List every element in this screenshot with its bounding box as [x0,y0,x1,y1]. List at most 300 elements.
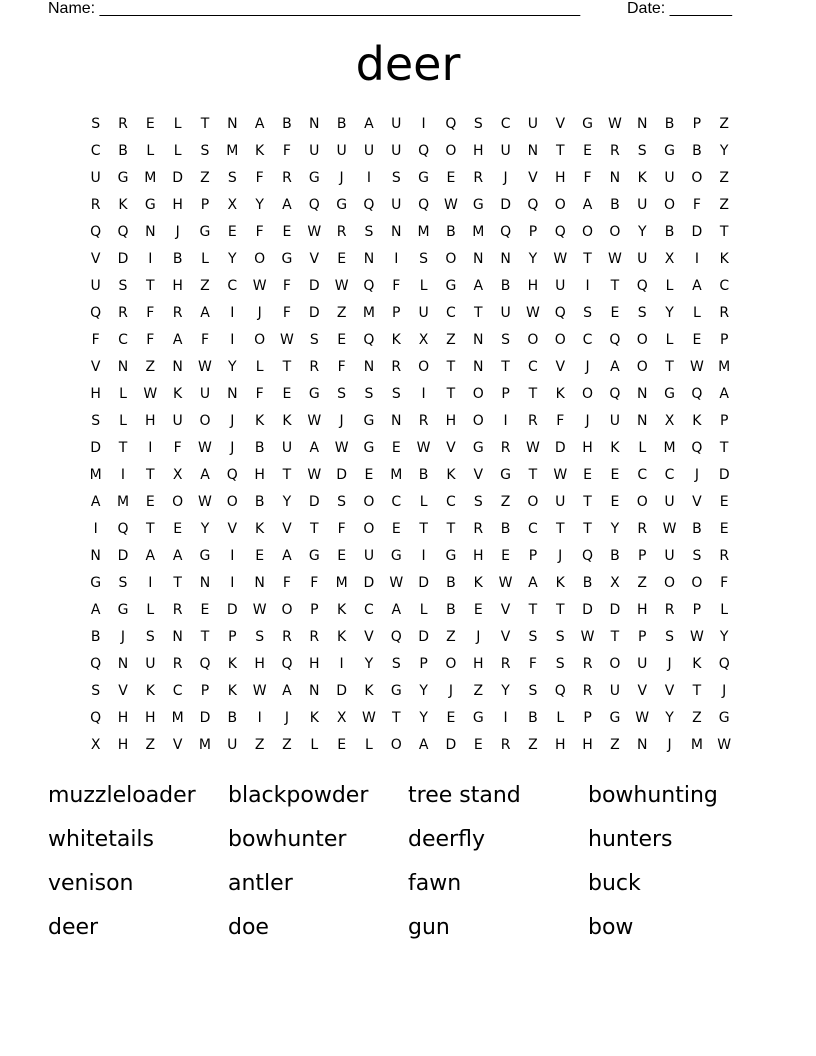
grid-letter: H [309,656,320,672]
grid-letter: P [200,197,210,213]
grid-letter: N [90,548,101,564]
grid-letter: P [200,683,210,699]
grid-letter: N [145,224,156,240]
grid-row [82,219,738,246]
grid-letter: C [118,332,128,348]
grid-letter: N [227,116,238,132]
grid-letter: B [90,629,101,645]
grid-letter: V [90,251,101,267]
grid-letter: J [667,737,672,753]
grid-letter: W [689,629,704,645]
grid-letter: S [91,116,101,132]
grid-letter: W [252,278,267,294]
word-bank-item: muzzleloader [48,783,196,808]
grid-letter: R [528,413,538,429]
grid-letter: H [472,656,484,672]
grid-letter: C [528,521,538,537]
grid-letter: C [719,278,730,294]
grid-letter: A [692,278,702,294]
grid-letter: B [610,548,620,564]
grid-letter: I [230,548,235,564]
grid-letter: P [692,602,702,618]
grid-letter: W [334,278,349,294]
grid-letter: W [635,710,650,726]
grid-letter: R [719,548,730,564]
grid-letter: N [500,251,511,267]
grid-row [82,597,738,624]
grid-letter: O [636,494,648,510]
grid-letter: L [638,440,647,456]
grid-letter: A [528,575,538,591]
grid-letter: G [144,197,156,213]
grid-letter: F [173,440,182,456]
grid-row [82,516,738,543]
grid-letter: D [90,440,102,456]
grid-letter: B [227,710,238,726]
grid-letter: T [583,251,592,267]
grid-letter: K [364,683,374,699]
grid-letter: A [172,332,183,348]
grid-letter: F [146,332,155,348]
grid-letter: A [418,737,429,753]
grid-letter: N [473,251,484,267]
grid-letter: B [282,116,292,132]
grid-letter: L [119,413,127,429]
grid-letter: R [473,521,484,537]
grid-letter: V [309,251,320,267]
grid-letter: O [554,197,566,213]
grid-letter: R [582,656,593,672]
grid-letter: Z [336,305,347,321]
word-bank-item: deerfly [408,827,485,852]
name-field-line: Name: ______________________________________________________ [48,0,581,17]
grid-letter: E [391,440,401,456]
grid-letter: H [145,413,156,429]
grid-letter: N [636,737,648,753]
word-bank-item: doe [228,915,269,940]
grid-letter: S [118,278,128,294]
grid-letter: E [282,224,292,240]
grid-row [82,543,738,570]
grid-letter: Z [500,494,511,510]
grid-letter: K [637,170,647,186]
grid-row [82,354,738,381]
grid-letter: T [473,305,483,321]
grid-letter: T [446,359,456,375]
grid-letter: D [308,494,320,510]
grid-letter: D [199,710,211,726]
grid-letter: E [719,494,729,510]
grid-letter: Q [554,305,566,321]
grid-letter: J [476,629,481,645]
grid-row [82,435,738,462]
grid-letter: G [308,548,320,564]
grid-letter: Y [665,305,674,321]
grid-letter: P [310,602,319,618]
grid-letter: W [389,575,404,591]
grid-letter: O [554,332,566,348]
grid-letter: Q [226,467,238,483]
grid-letter: K [555,575,565,591]
grid-letter: E [200,602,210,618]
grid-letter: K [173,386,183,402]
grid-letter: A [90,602,101,618]
grid-letter: F [556,413,565,429]
grid-letter: Q [582,548,594,564]
grid-letter: Q [363,332,375,348]
word-bank-item: venison [48,871,134,896]
grid-letter: I [585,278,590,294]
grid-letter: J [585,413,590,429]
word-bank-item: bowhunter [228,827,347,852]
grid-letter: W [662,521,677,537]
grid-letter: G [281,251,293,267]
grid-letter: R [473,170,484,186]
grid-letter: J [448,683,453,699]
grid-letter: X [336,710,347,726]
grid-letter: L [173,116,182,132]
grid-letter: Z [446,332,456,348]
grid-letter: D [718,467,730,483]
grid-letter: M [472,224,485,240]
grid-row [82,246,738,273]
grid-letter: B [664,224,675,240]
grid-letter: W [252,602,267,618]
grid-letter: G [199,548,211,564]
grid-letter: X [664,251,675,267]
grid-letter: W [553,251,568,267]
grid-letter: U [527,116,539,132]
grid-letter: J [694,467,699,483]
grid-letter: R [172,305,183,321]
grid-letter: Q [636,278,648,294]
grid-letter: J [722,683,727,699]
grid-letter: I [421,386,426,402]
grid-letter: X [418,332,429,348]
grid-letter: T [501,359,510,375]
grid-letter: G [363,440,375,456]
grid-letter: T [555,143,565,159]
grid-letter: T [146,521,155,537]
grid-letter: S [419,251,429,267]
grid-letter: D [691,224,703,240]
grid-letter: Q [418,143,430,159]
grid-letter: L [692,305,701,321]
date-field-line: Date: _______ [627,0,732,17]
grid-letter: F [528,656,537,672]
grid-letter: T [719,224,729,240]
grid-letter: A [473,278,484,294]
grid-letter: D [500,197,511,213]
grid-letter: H [145,710,156,726]
grid-letter: U [637,251,648,267]
grid-letter: Z [610,737,620,753]
grid-letter: P [501,386,510,402]
grid-letter: X [610,575,620,591]
grid-letter: C [500,116,511,132]
grid-letter: Q [90,710,102,726]
grid-letter: U [555,278,566,294]
grid-row [82,570,738,597]
grid-letter: U [418,305,429,321]
grid-letter: E [227,224,237,240]
word-bank-row [48,823,768,867]
grid-letter: U [309,143,320,159]
grid-letter: K [145,683,155,699]
grid-letter: L [173,143,182,159]
grid-letter: G [308,170,320,186]
grid-letter: U [227,737,238,753]
grid-letter: V [528,170,538,186]
grid-letter: T [282,359,292,375]
grid-letter: J [257,305,262,321]
grid-letter: U [199,386,211,402]
grid-letter: Z [528,737,538,753]
grid-letter: T [146,278,155,294]
grid-letter: P [719,413,729,429]
grid-letter: N [227,386,238,402]
grid-letter: E [337,737,347,753]
grid-letter: E [282,386,292,402]
grid-letter: S [391,170,401,186]
grid-letter: K [692,413,702,429]
grid-letter: U [500,143,511,159]
grid-letter: H [582,440,593,456]
grid-letter: E [501,548,511,564]
grid-letter: O [636,359,648,375]
grid-letter: S [364,224,374,240]
grid-letter: G [308,386,320,402]
grid-letter: Q [718,656,730,672]
grid-letter: A [364,116,374,132]
grid-letter: C [446,494,456,510]
word-bank-item: fawn [408,871,462,896]
grid-letter: O [472,386,484,402]
grid-letter: Y [665,710,674,726]
grid-letter: B [446,602,456,618]
grid-letter: L [720,602,729,618]
grid-letter: D [554,440,566,456]
grid-letter: P [528,548,538,564]
grid-letter: S [555,656,565,672]
grid-letter: I [148,440,153,456]
grid-letter: Q [117,224,129,240]
grid-letter: R [391,359,402,375]
grid-letter: N [172,629,183,645]
grid-letter: A [309,440,320,456]
grid-letter: C [364,602,374,618]
grid-letter: O [281,602,293,618]
grid-letter: S [665,629,674,645]
grid-letter: K [555,386,565,402]
grid-letter: Q [117,521,129,537]
grid-letter: G [390,683,402,699]
grid-letter: E [337,251,347,267]
grid-letter: D [582,602,593,618]
grid-letter: Q [90,305,102,321]
grid-letter: U [391,197,402,213]
grid-letter: U [391,143,402,159]
grid-letter: S [91,413,101,429]
grid-letter: D [117,251,129,267]
header [48,0,748,20]
grid-letter: P [419,656,428,672]
grid-letter: Q [308,197,320,213]
word-bank-row [48,779,768,823]
grid-letter: S [91,683,101,699]
grid-letter: Z [719,116,729,132]
grid-letter: C [391,494,402,510]
grid-letter: D [336,683,347,699]
grid-letter: C [227,278,238,294]
grid-letter: J [503,170,508,186]
grid-letter: U [90,278,101,294]
grid-letter: N [527,143,539,159]
grid-letter: C [664,467,675,483]
grid-letter: E [145,116,155,132]
grid-letter: D [363,575,375,591]
grid-letter: U [637,197,648,213]
grid-letter: X [227,197,238,213]
grid-letter: I [503,710,508,726]
grid-letter: S [528,683,538,699]
grid-letter: Q [363,197,375,213]
grid-letter: O [254,332,266,348]
grid-letter: K [255,143,265,159]
grid-letter: K [719,251,729,267]
grid-letter: J [230,413,235,429]
grid-letter: L [146,143,155,159]
grid-letter: B [336,116,347,132]
grid-letter: F [282,575,291,591]
grid-letter: R [282,629,292,645]
grid-letter: H [90,386,101,402]
grid-letter: G [199,224,211,240]
grid-letter: R [500,440,511,456]
grid-letter: W [143,386,158,402]
grid-letter: P [692,116,702,132]
grid-letter: I [257,710,262,726]
grid-letter: Q [609,386,621,402]
grid-letter: R [336,224,347,240]
grid-row [82,732,738,759]
grid-letter: N [636,386,648,402]
grid-letter: H [445,413,457,429]
grid-letter: S [337,494,347,510]
grid-letter: U [363,548,375,564]
grid-letter: L [665,278,674,294]
grid-letter: D [308,305,320,321]
word-bank-row [48,867,768,911]
grid-letter: Q [691,386,703,402]
grid-letter: S [391,386,401,402]
grid-letter: Z [637,575,648,591]
grid-letter: Q [90,224,102,240]
grid-letter: K [692,656,702,672]
grid-letter: H [636,602,648,618]
grid-letter: H [117,710,129,726]
grid-letter: F [282,305,291,321]
grid-letter: B [664,116,675,132]
grid-letter: W [580,629,595,645]
grid-letter: A [200,467,210,483]
grid-letter: B [118,143,128,159]
grid-letter: B [528,710,538,726]
grid-letter: H [554,170,566,186]
grid-letter: S [637,143,647,159]
word-bank-row [48,911,768,955]
grid-letter: V [118,683,128,699]
grid-letter: H [254,467,265,483]
grid-letter: T [310,521,319,537]
grid-letter: O [199,413,211,429]
grid-letter: H [254,656,265,672]
grid-letter: Y [610,521,620,537]
grid-letter: L [146,602,155,618]
grid-letter: O [664,575,676,591]
grid-letter: L [419,602,428,618]
grid-letter: T [391,710,401,726]
grid-letter: F [337,521,346,537]
grid-row [82,111,738,138]
grid-letter: D [609,602,621,618]
grid-letter: K [282,413,292,429]
grid-letter: I [148,575,153,591]
grid-letter: J [230,440,235,456]
grid-letter: V [227,521,238,537]
grid-letter: L [310,737,319,753]
grid-letter: K [446,467,456,483]
grid-letter: A [610,359,620,375]
grid-letter: J [284,710,290,726]
grid-letter: M [144,170,157,186]
grid-letter: D [308,278,320,294]
grid-letter: L [419,278,428,294]
grid-letter: R [172,602,183,618]
grid-letter: V [446,440,456,456]
grid-letter: W [362,710,376,726]
grid-letter: A [282,197,292,213]
grid-letter: E [364,467,374,483]
grid-row [82,273,738,300]
grid-letter: S [337,386,347,402]
word-bank [48,779,768,955]
grid-letter: G [117,602,129,618]
grid-letter: C [637,467,648,483]
grid-letter: Q [500,224,512,240]
grid-letter: U [609,413,621,429]
letter-grid [82,111,738,759]
grid-letter: C [446,305,456,321]
grid-row [82,489,738,516]
grid-row [82,624,738,651]
grid-letter: Y [228,251,237,267]
grid-letter: U [281,440,293,456]
grid-letter: H [472,548,484,564]
grid-letter: A [172,548,183,564]
grid-letter: O [527,494,539,510]
grid-letter: T [583,521,592,537]
grid-letter: K [391,332,401,348]
grid-letter: T [200,629,210,645]
grid-letter: K [227,683,237,699]
grid-letter: H [527,278,539,294]
grid-row [82,165,738,192]
grid-letter: S [364,386,374,402]
grid-letter: N [636,116,648,132]
grid-letter: A [719,386,729,402]
grid-letter: Y [528,251,538,267]
